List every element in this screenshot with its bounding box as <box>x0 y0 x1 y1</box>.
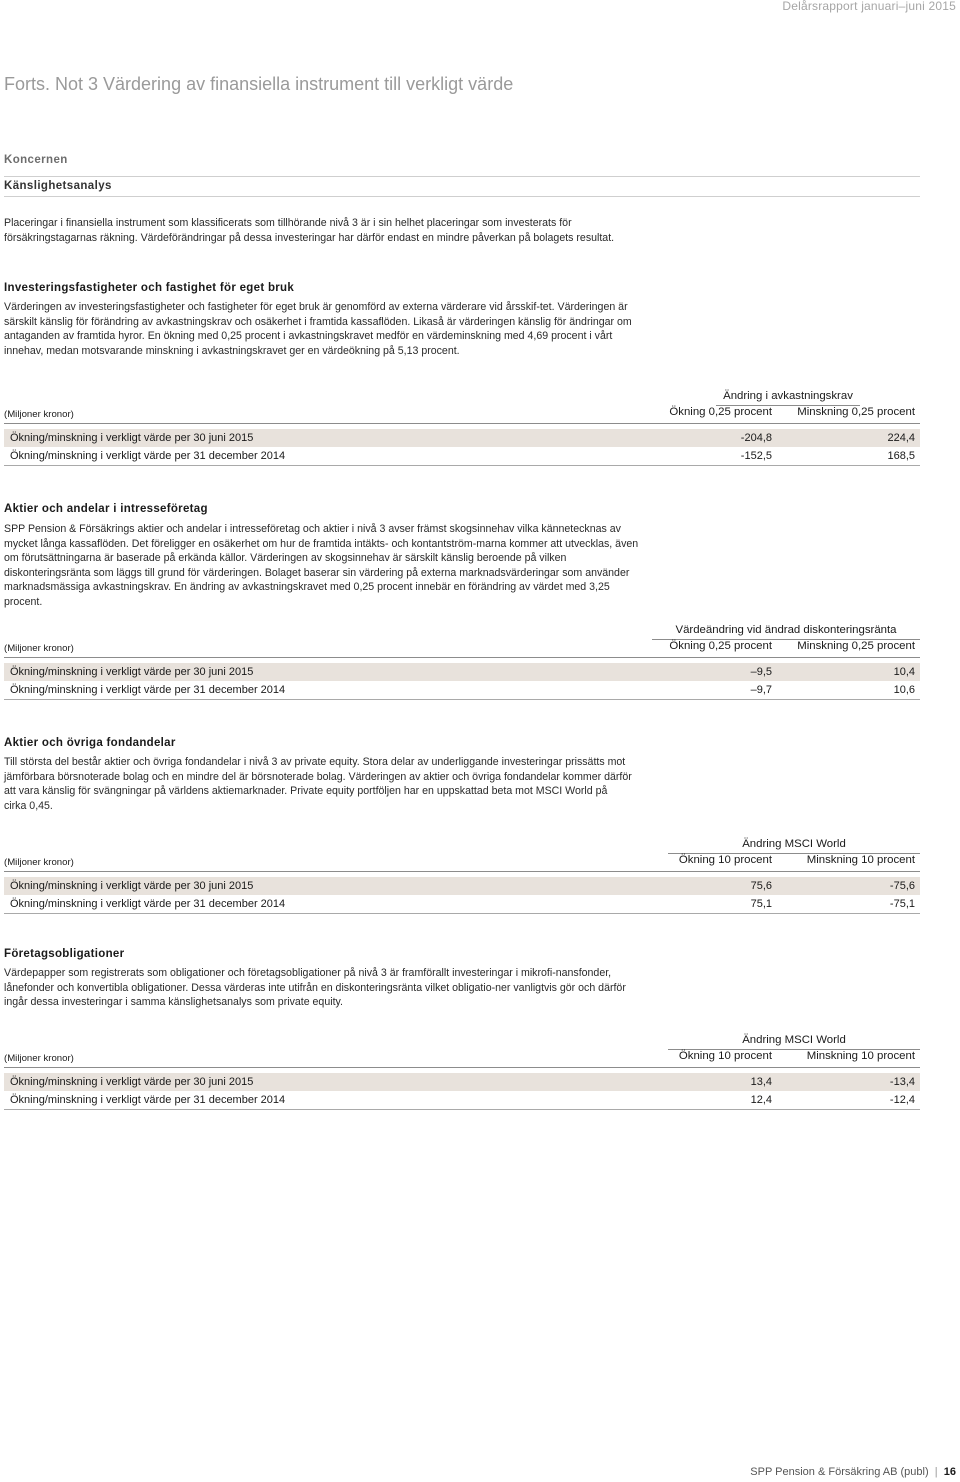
row-value-increase: -152,5 <box>740 450 772 462</box>
row-value-increase: –9,5 <box>750 666 772 678</box>
row-value-decrease: 10,6 <box>893 684 915 696</box>
table-row <box>4 681 920 699</box>
subsection-label: Känslighetsanalys <box>4 180 112 192</box>
table-bottom-rule <box>4 699 920 700</box>
page-title: Forts. Not 3 Värdering av finansiella instrument till verkligt värde <box>4 74 514 94</box>
section-label: Koncernen <box>4 154 68 166</box>
row-label: Ökning/minskning i verkligt värde per 30 juni 2015 <box>10 666 254 678</box>
row-value-decrease: -13,4 <box>889 1076 915 1088</box>
table-header-rule <box>4 423 920 424</box>
table-row <box>4 663 920 681</box>
block-paragraph: SPP Pension & Försäkrings aktier och andelar i intresseföretag och aktier i nivå 3 avser främst skogsinnehav vilka kännetecknas av mycket långa kassaflöden. Det föreligger en osäkerhet om hur de framtida intäkts- och kontantström-marna kommer att utvecklas, även om förutsättningarna är baserade på erkända källor. Värderingen av skogsinnehav är särskilt känslig beroende på vilken diskonteringsränta som läggs till grund för värderingen. Bolaget baserar sin värdering på externa marknadsvärderingar som använder marknadsmässiga avkastningskrav. En ändring av avkastningskravet med 0,25 procent innebär en förändring av värdet med 3,25 procent. <box>4 523 639 608</box>
row-label: Ökning/minskning i verkligt värde per 30 juni 2015 <box>10 880 254 892</box>
table-column-headers <box>664 640 920 652</box>
row-label: Ökning/minskning i verkligt värde per 31 december 2014 <box>10 684 286 696</box>
row-value-increase: 75,1 <box>750 898 772 910</box>
page-number: 16 <box>943 1466 956 1478</box>
column-header: Minskning 10 procent <box>806 1050 915 1062</box>
row-value-increase: 13,4 <box>750 1076 772 1088</box>
column-header: Minskning 0,25 procent <box>797 406 915 418</box>
table-group-heading: Ändring MSCI World <box>668 1032 920 1050</box>
column-header: Minskning 10 procent <box>806 854 915 866</box>
subsection-divider <box>4 196 920 197</box>
sensitivity-table <box>4 388 920 468</box>
page-footer: SPP Pension & Försäkring AB (publ) | 16 <box>750 1466 956 1478</box>
table-unit-label: (Miljoner kronor) <box>4 409 74 420</box>
table-column-headers <box>664 854 920 866</box>
table-group-heading: Ändring i avkastningskrav <box>716 388 860 406</box>
row-label: Ökning/minskning i verkligt värde per 30 juni 2015 <box>10 432 254 444</box>
table-group-heading: Värdeändring vid ändrad diskonteringsränta <box>652 622 920 640</box>
sensitivity-table <box>4 622 920 702</box>
table-column-headers <box>664 406 920 418</box>
table-header-rule <box>4 871 920 872</box>
row-value-increase: –9,7 <box>750 684 772 696</box>
table-row <box>4 429 920 447</box>
column-header: Ökning 0,25 procent <box>669 640 772 652</box>
block-paragraph: Värdepapper som registrerats som obligationer och företagsobligationer på nivå 3 är framförallt investeringar i mikrofi-nansfonder, lånefonder och konvertibla obligationer. Dessa värderas inte utifrån en diskonteringsränta vilket obligatio-ner vanligtvis gör och därför ingår dessa investeringar i samma känslighetsanalys som private equity. <box>4 967 626 1009</box>
row-value-increase: 12,4 <box>750 1094 772 1106</box>
block-paragraph: Värderingen av investeringsfastigheter och fastigheter för eget bruk är genomförd av externa värderare vid årsskif-tet. Värderingen är särskilt känslig för förändring av avkastningskrav och osäkerhet i framtida kassaflöden. Likaså är värderingen känslig för ändringar om antaganden av framtida hyror. En ökning med 0,25 procent i avkastningskravet medför en värdeminskning med 4,69 procent i vårt innehav, medan motsvarande minskning i avkastningskravet ger en värdeökning på 5,13 procent. <box>4 301 632 357</box>
row-value-decrease: 10,4 <box>893 666 915 678</box>
running-head: Delårsrapport januari–juni 2015 <box>782 0 956 13</box>
table-bottom-rule <box>4 913 920 914</box>
row-label: Ökning/minskning i verkligt värde per 31 december 2014 <box>10 1094 286 1106</box>
table-header-rule <box>4 657 920 658</box>
block-heading: Aktier och andelar i intresseföretag <box>4 503 208 515</box>
column-header: Ökning 10 procent <box>678 1050 772 1062</box>
table-column-headers <box>664 1050 920 1062</box>
table-row <box>4 1091 920 1109</box>
table-group-heading: Ändring MSCI World <box>668 836 920 854</box>
table-header-rule <box>4 1067 920 1068</box>
sensitivity-table <box>4 836 920 916</box>
table-unit-label: (Miljoner kronor) <box>4 643 74 654</box>
table-unit-label: (Miljoner kronor) <box>4 857 74 868</box>
block-paragraph: Till största del består aktier och övriga fondandelar i nivå 3 av private equity. Stora delar av underliggande investeringar prissätts mot jämförbara börsnoterade bolag och en mindre del är börsnoterade bolag. Värderingen av aktier och övriga fondandelar kommer därför att vara känslig för svängningar på världens aktiemarknader. Private equity portföljen har en uppskattad beta mot MSCI World på cirka 0,45. <box>4 756 632 812</box>
footer-company: SPP Pension & Försäkring AB (publ) <box>750 1466 929 1478</box>
table-unit-label: (Miljoner kronor) <box>4 1053 74 1064</box>
row-value-decrease: -75,6 <box>889 880 915 892</box>
table-bottom-rule <box>4 465 920 466</box>
table-row <box>4 1073 920 1091</box>
block-heading: Aktier och övriga fondandelar <box>4 737 176 749</box>
section-divider <box>4 176 920 177</box>
column-header: Minskning 0,25 procent <box>797 640 915 652</box>
table-row <box>4 877 920 895</box>
sensitivity-table <box>4 1032 920 1112</box>
row-value-decrease: -12,4 <box>889 1094 915 1106</box>
row-value-increase: 75,6 <box>750 880 772 892</box>
row-value-decrease: 168,5 <box>887 450 915 462</box>
table-bottom-rule <box>4 1109 920 1110</box>
column-header: Ökning 10 procent <box>678 854 772 866</box>
row-value-increase: -204,8 <box>740 432 772 444</box>
intro-paragraph: Placeringar i finansiella instrument som klassificerats som tillhörande nivå 3 är i sin helhet placeringar som investerats för försäkringstagarnas räkning. Värdeförändringar på dessa investeringar har därför endast en mindre påverkan på bolagets resultat. <box>4 217 615 244</box>
row-label: Ökning/minskning i verkligt värde per 31 december 2014 <box>10 898 286 910</box>
table-row <box>4 447 920 465</box>
row-label: Ökning/minskning i verkligt värde per 30 juni 2015 <box>10 1076 254 1088</box>
block-heading: Investeringsfastigheter och fastighet för eget bruk <box>4 282 295 294</box>
table-row <box>4 895 920 913</box>
row-value-decrease: 224,4 <box>887 432 915 444</box>
block-heading: Företagsobligationer <box>4 948 125 960</box>
row-label: Ökning/minskning i verkligt värde per 31 december 2014 <box>10 450 286 462</box>
column-header: Ökning 0,25 procent <box>669 406 772 418</box>
row-value-decrease: -75,1 <box>889 898 915 910</box>
